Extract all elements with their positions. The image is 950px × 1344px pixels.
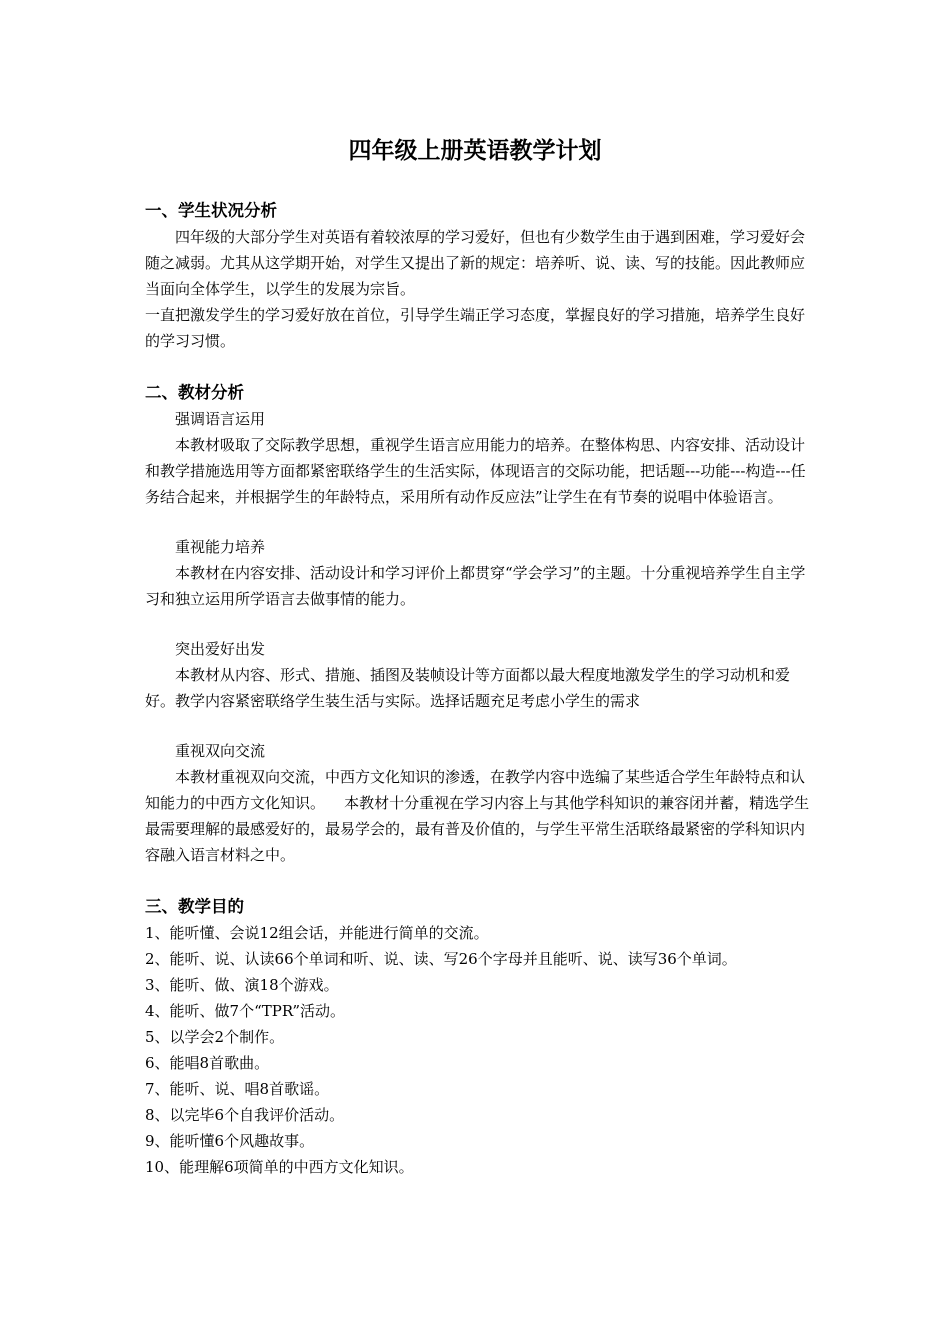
spacer: [145, 354, 815, 380]
list-item: 5、以学会2个制作。: [145, 1028, 285, 1046]
paragraph: 本教材重视双向交流，中西方文化知识的渗透，在教学内容中选编了某些适合学生年龄特点和认知能力的中西方文化知识。 本教材十分重视在学习内容上与其他学科知识的兼容闭并蓄，精选学生最需要理解的最感爱好的，最易学会的，最有普及价值的，与学生平常生活联络最紧密的学科知识内容融入语言材料之中。: [145, 768, 810, 864]
section-textbook-analysis: [145, 380, 815, 868]
section-heading: 三、教学目的: [145, 897, 244, 916]
list-item: 3、能听、做、演18个游戏。: [145, 976, 339, 994]
spacer: [145, 612, 815, 636]
subsection-heading: 重视能力培养: [175, 538, 266, 556]
document-title: 四年级上册英语教学计划: [348, 137, 602, 164]
list-item: 4、能听、做7个“TPR”活动。: [145, 1002, 345, 1020]
list-item: 9、能听懂6个风趣故事。: [145, 1132, 315, 1150]
list-item: 2、能听、说、认读66个单词和听、说、读、写26个字母并且能听、说、读写36个单词。: [145, 950, 737, 968]
spacer: [145, 510, 815, 534]
section-heading: 一、学生状况分析: [145, 201, 277, 220]
list-item: 8、以完毕6个自我评价活动。: [145, 1106, 345, 1124]
paragraph: 本教材在内容安排、活动设计和学习评价上都贯穿“学会学习”的主题。十分重视培养学生自主学习和独立运用所学语言去做事情的能力。: [145, 564, 806, 608]
list-item: 6、能唱8首歌曲。: [145, 1054, 270, 1072]
list-item: 7、能听、说、唱8首歌谣。: [145, 1080, 330, 1098]
section-heading: 二、教材分析: [145, 383, 244, 402]
paragraph: 一直把激发学生的学习爱好放在首位，引导学生端正学习态度，掌握良好的学习措施，培养学生良好的学习习惯。: [145, 306, 806, 350]
paragraph: 本教材吸取了交际教学思想，重视学生语言应用能力的培养。在整体构思、内容安排、活动设计和教学措施选用等方面都紧密联络学生的生活实际，体现语言的交际功能，把话题---功能---构造---任务结合起来，并根据学生的年龄特点，采用所有动作反应法”让学生在有节奏的说唱中体验语言。: [145, 436, 806, 506]
spacer: [145, 714, 815, 738]
paragraph: 本教材从内容、形式、措施、插图及装帧设计等方面都以最大程度地激发学生的学习动机和爱好。教学内容紧密联络学生装生活与实际。选择话题充足考虑小学生的需求: [145, 666, 791, 710]
section-teaching-goals: [145, 894, 815, 1180]
paragraph: 四年级的大部分学生对英语有着较浓厚的学习爱好，但也有少数学生由于遇到困难，学习爱好会随之减弱。尤其从这学期开始，对学生又提出了新的规定：培养听、说、读、写的技能。因此教师应当面向全体学生，以学生的发展为宗旨。: [145, 228, 806, 298]
section-student-analysis: [145, 198, 815, 354]
spacer: [145, 868, 815, 894]
subsection-heading: 重视双向交流: [175, 742, 266, 760]
subsection-heading: 强调语言运用: [175, 410, 266, 428]
subsection-heading: 突出爱好出发: [175, 640, 266, 658]
document-body: [145, 198, 815, 1180]
list-item: 1、能听懂、会说12组会话，并能进行简单的交流。: [145, 924, 489, 942]
list-item: 10、能理解6项简单的中西方文化知识。: [145, 1158, 414, 1176]
